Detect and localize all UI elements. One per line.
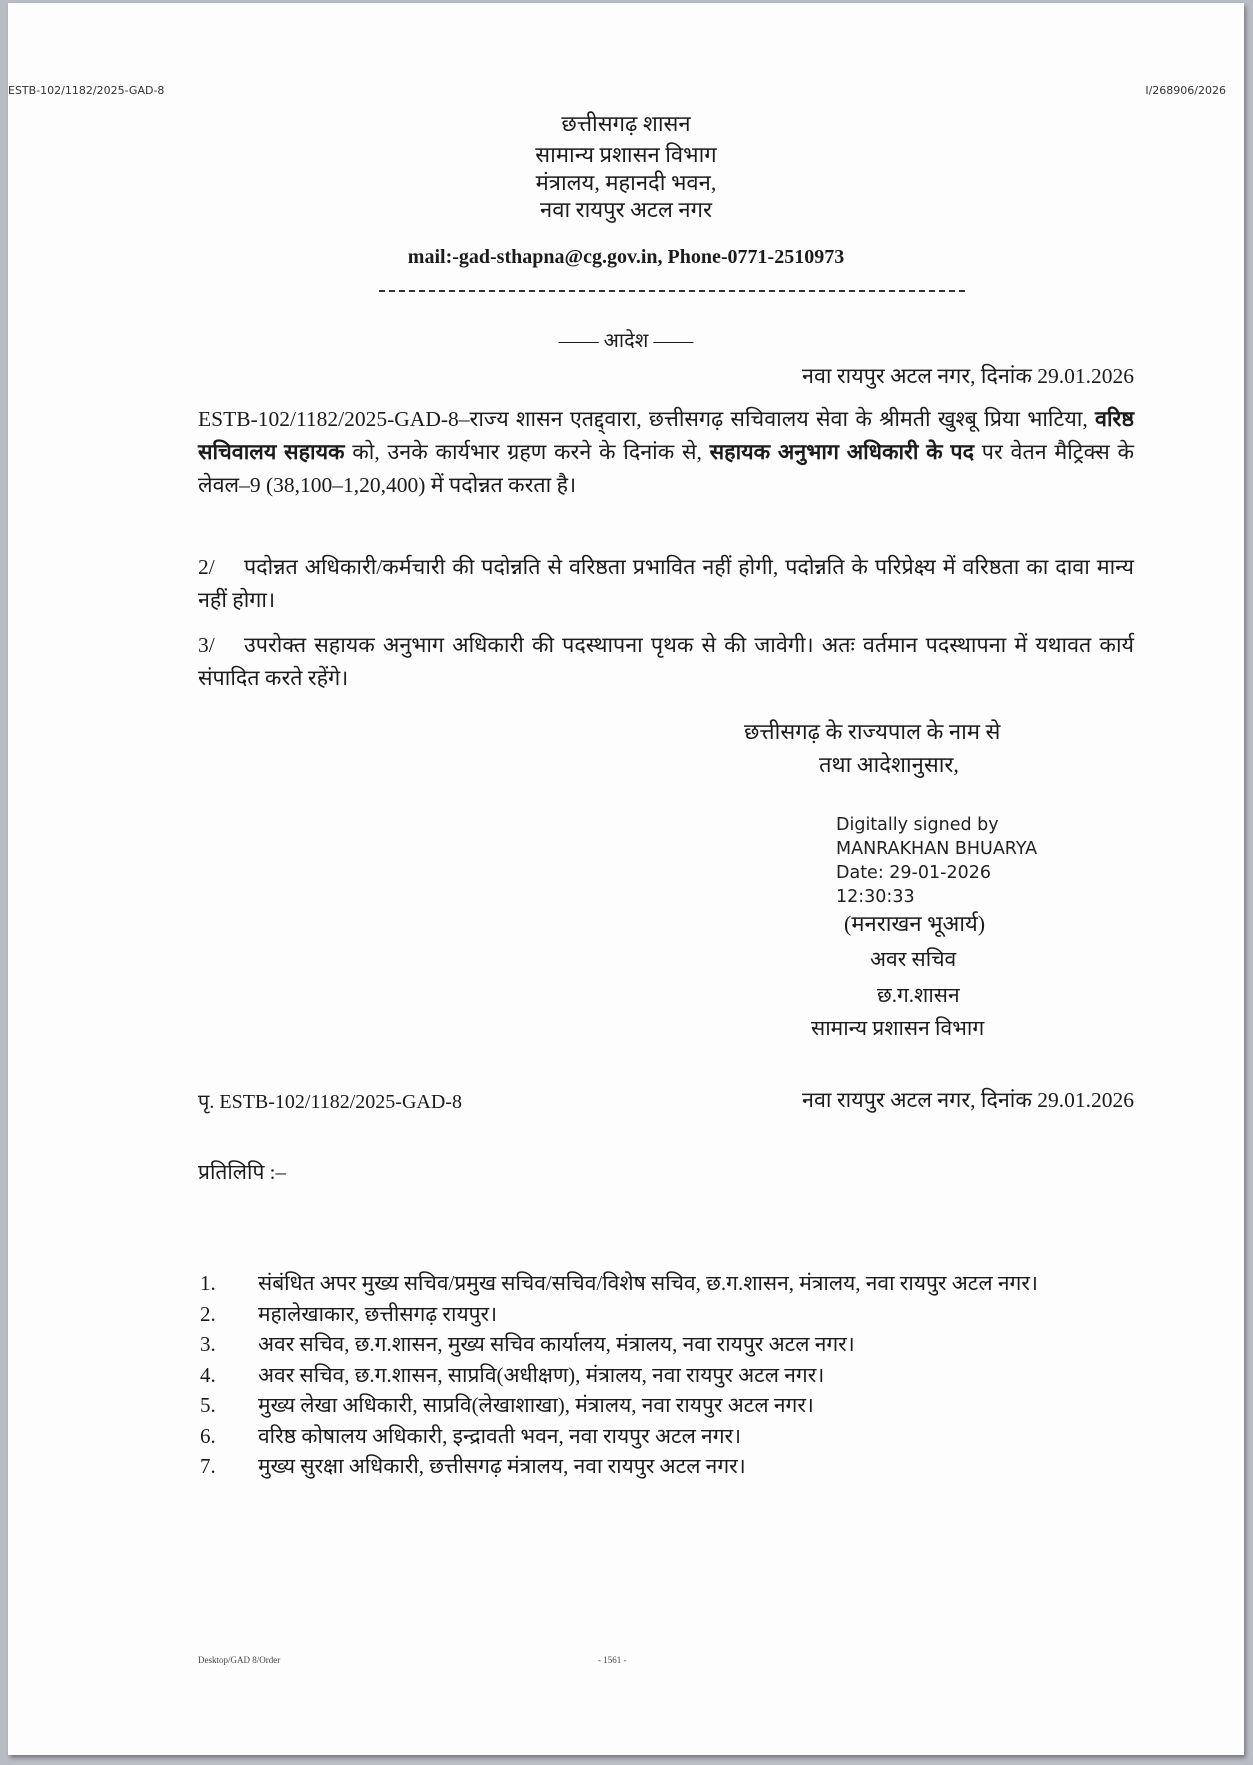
order-text: को, उनके कार्यभार ग्रहण करने के दिनांक से, — [344, 440, 710, 464]
signer-government: छ.ग.शासन — [877, 983, 960, 1007]
list-text: मुख्य सुरक्षा अधिकारी, छत्तीसगढ़ मंत्रालय, नवा रायपुर अटल नगर। — [258, 1454, 746, 1478]
signer-name: MANRAKHAN BHUARYA — [836, 839, 1038, 859]
current-post: वरिष्ठ सचिवालय सहायक — [198, 407, 1134, 464]
list-item — [198, 1421, 1134, 1452]
list-number: 3. — [200, 1332, 216, 1356]
paragraph-number: 3/ — [198, 633, 215, 657]
endorsement-place-date: नवा रायपुर अटल नगर, दिनांक 29.01.2026 — [802, 1088, 1134, 1112]
copy-recipients-list — [198, 1268, 1134, 1482]
order-paragraph-3 — [198, 629, 1134, 695]
order-title: —— आदेश —— — [558, 330, 694, 352]
list-item — [198, 1299, 1134, 1330]
inward-number: I/268906/2026 — [1145, 84, 1226, 97]
endorsement-reference: पृ. ESTB-102/1182/2025-GAD-8 — [198, 1091, 462, 1113]
signer-designation: अवर सचिव — [870, 947, 957, 971]
order-text: –राज्य शासन एतद्द्वारा, छत्तीसगढ़ सचिवालय सेवा के श्रीमती खुश्बू प्रिया भाटिया, — [458, 407, 1096, 431]
signature-time: 12:30:33 — [836, 887, 915, 907]
footer-path: Desktop/GAD 8/Order — [198, 1655, 281, 1665]
document-page — [8, 3, 1244, 1755]
letterhead-divider — [379, 290, 965, 292]
list-item — [198, 1329, 1134, 1360]
paragraph-number: 2/ — [198, 555, 215, 579]
list-number: 2. — [200, 1301, 216, 1326]
list-text: संबंधित अपर मुख्य सचिव/प्रमुख सचिव/सचिव/विशेष सचिव, छ.ग.शासन, मंत्रालय, नवा रायपुर अटल नगर। — [258, 1271, 1038, 1295]
list-number: 6. — [200, 1423, 216, 1448]
signer-name-hindi: (मनराखन भूआर्य) — [844, 911, 986, 936]
signature-date: Date: 29-01-2026 — [836, 863, 991, 883]
footer-page-number: - 1561 - — [598, 1655, 627, 1665]
order-text: पर वेतन मैट्रिक्स के लेवल–9 (38,100–1,20,400) में पदोन्नत करता है। — [198, 440, 1134, 497]
list-text: अवर सचिव, छ.ग.शासन, मुख्य सचिव कार्यालय, मंत्रालय, नवा रायपुर अटल नगर। — [258, 1332, 855, 1356]
list-text: अवर सचिव, छ.ग.शासन, साप्रवि(अधीक्षण), मंत्रालय, नवा रायपुर अटल नगर। — [258, 1362, 825, 1387]
letterhead-department: सामान्य प्रशासन विभाग — [535, 142, 717, 167]
digital-signature — [836, 813, 1037, 909]
order-paragraph-2 — [198, 551, 1134, 617]
order-reference: ESTB-102/1182/2025-GAD-8 — [198, 407, 459, 431]
list-item — [198, 1390, 1134, 1421]
list-item — [198, 1360, 1134, 1391]
list-number: 7. — [200, 1454, 216, 1478]
list-text: मुख्य लेखा अधिकारी, साप्रवि(लेखाशाखा), मंत्रालय, नवा रायपुर अटल नगर। — [258, 1393, 814, 1417]
copy-label: प्रतिलिपि :– — [198, 1160, 286, 1184]
letterhead-building: मंत्रालय, महानदी भवन, — [535, 170, 717, 195]
order-paragraph-1 — [198, 403, 1134, 502]
list-item — [198, 1268, 1134, 1299]
letterhead-city: नवा रायपुर अटल नगर — [540, 197, 712, 222]
list-number: 5. — [200, 1393, 216, 1417]
list-text: महालेखाकार, छत्तीसगढ़ रायपुर। — [258, 1301, 498, 1326]
list-text: वरिष्ठ कोषालय अधिकारी, इन्द्रावती भवन, नवा रायपुर अटल नगर। — [258, 1423, 742, 1448]
signer-department: सामान्य प्रशासन विभाग — [811, 1016, 985, 1040]
letterhead-contact: mail:-gad-sthapna@cg.gov.in, Phone-0771-2510973 — [407, 246, 845, 268]
list-number: 4. — [200, 1362, 216, 1387]
promoted-post: सहायक अनुभाग अधिकारी के पद — [709, 440, 975, 464]
letterhead-govt: छत्तीसगढ़ शासन — [561, 111, 691, 136]
file-reference: ESTB-102/1182/2025-GAD-8 — [8, 84, 165, 97]
authority-line-2: तथा आदेशानुसार, — [819, 752, 959, 777]
paragraph-text: उपरोक्त सहायक अनुभाग अधिकारी की पदस्थापना पृथक से की जावेगी। अतः वर्तमान पदस्थापना में यथावत कार्य संपादित करते रहेंगे। — [198, 633, 1134, 690]
list-item — [198, 1451, 1134, 1482]
order-place-date: नवा रायपुर अटल नगर, दिनांक 29.01.2026 — [802, 364, 1134, 388]
digital-signature-label: Digitally signed by — [836, 815, 999, 835]
list-number: 1. — [200, 1271, 216, 1295]
paragraph-text: पदोन्नत अधिकारी/कर्मचारी की पदोन्नति से वरिष्ठता प्रभावित नहीं होगी, पदोन्नति के परिप्रेक्ष्य में वरिष्ठता का दावा मान्य नहीं होगा। — [198, 555, 1134, 612]
authority-line-1: छत्तीसगढ़ के राज्यपाल के नाम से — [744, 719, 1001, 744]
